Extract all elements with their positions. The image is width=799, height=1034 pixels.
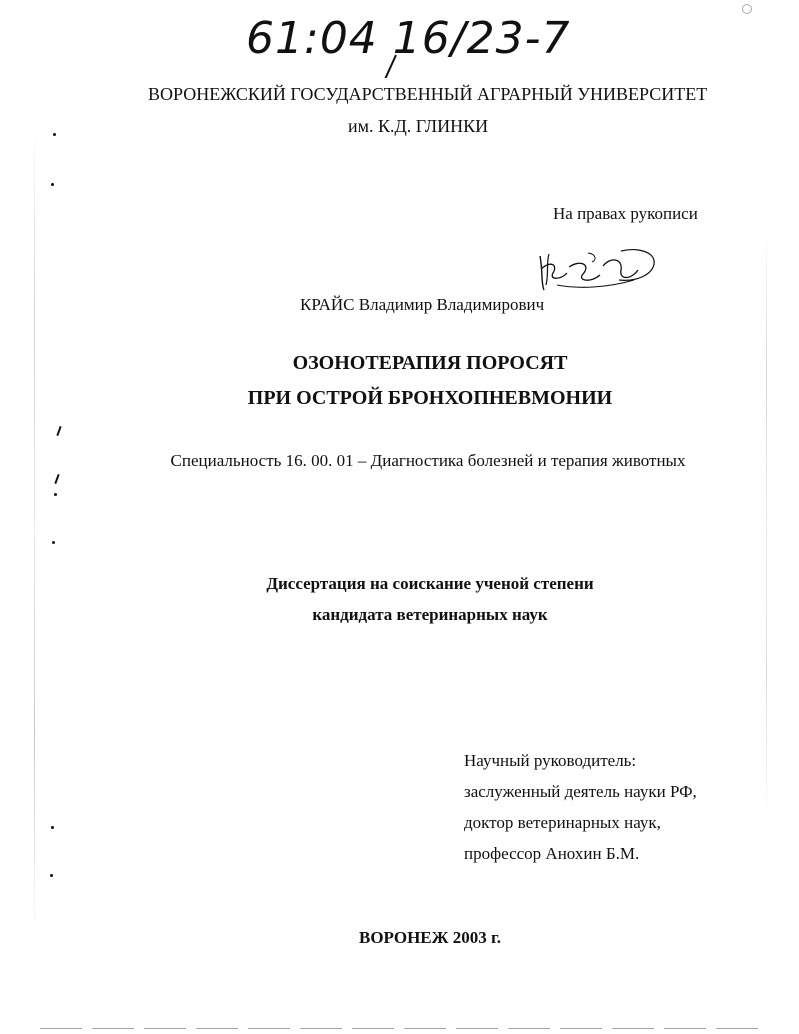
advisor-name: профессор Анохин Б.М.	[464, 844, 640, 863]
author-name: КРАЙС Владимир Владимирович	[300, 295, 545, 314]
dissertation-title	[150, 346, 710, 416]
specialty-line: Специальность 16. 00. 01 – Диагностика болезней и терапия животных	[170, 451, 686, 470]
scan-speck-icon	[51, 183, 54, 186]
scan-speck-icon	[51, 826, 54, 829]
handwritten-archive-code-text: 61:04 16/23-7	[246, 13, 571, 64]
dissertation-title-line-1: ОЗОНОТЕРАПИЯ ПОРОСЯТ	[292, 352, 568, 374]
scan-right-edge-line	[766, 220, 767, 830]
handwritten-strike-icon	[246, 10, 556, 78]
scientific-advisor-block	[464, 745, 764, 869]
scan-speck-icon	[50, 874, 53, 877]
scan-speck-icon	[54, 493, 57, 496]
university-title: ВОРОНЕЖСКИЙ ГОСУДАРСТВЕННЫЙ АГРАРНЫЙ УНИВЕРСИТЕТ	[148, 84, 708, 104]
advisor-degree: доктор ветеринарных наук,	[464, 813, 661, 832]
degree-statement-line-1: Диссертация на соискание ученой степени	[266, 574, 594, 593]
author-signature-icon	[533, 242, 661, 300]
scan-corner-mark	[742, 4, 752, 14]
city-year: ВОРОНЕЖ 2003 г.	[359, 928, 501, 947]
degree-statement-line-2: кандидата ветеринарных наук	[312, 605, 548, 624]
scan-speck-icon	[56, 426, 61, 436]
university-subtitle: им. К.Д. ГЛИНКИ	[348, 116, 489, 136]
scan-left-edge-line	[34, 120, 35, 940]
manuscript-rights: На правах рукописи	[553, 204, 698, 223]
scan-speck-icon	[52, 541, 55, 544]
handwritten-archive-code	[246, 10, 571, 78]
advisor-label: Научный руководитель:	[464, 751, 637, 770]
scan-speck-icon	[54, 474, 59, 484]
degree-statement	[150, 568, 710, 630]
scan-speck-icon	[53, 133, 56, 136]
dissertation-title-line-2: ПРИ ОСТРОЙ БРОНХОПНЕВМОНИИ	[247, 387, 613, 409]
scan-bottom-edge-line	[40, 1028, 765, 1029]
advisor-title-honorary: заслуженный деятель науки РФ,	[464, 782, 697, 801]
